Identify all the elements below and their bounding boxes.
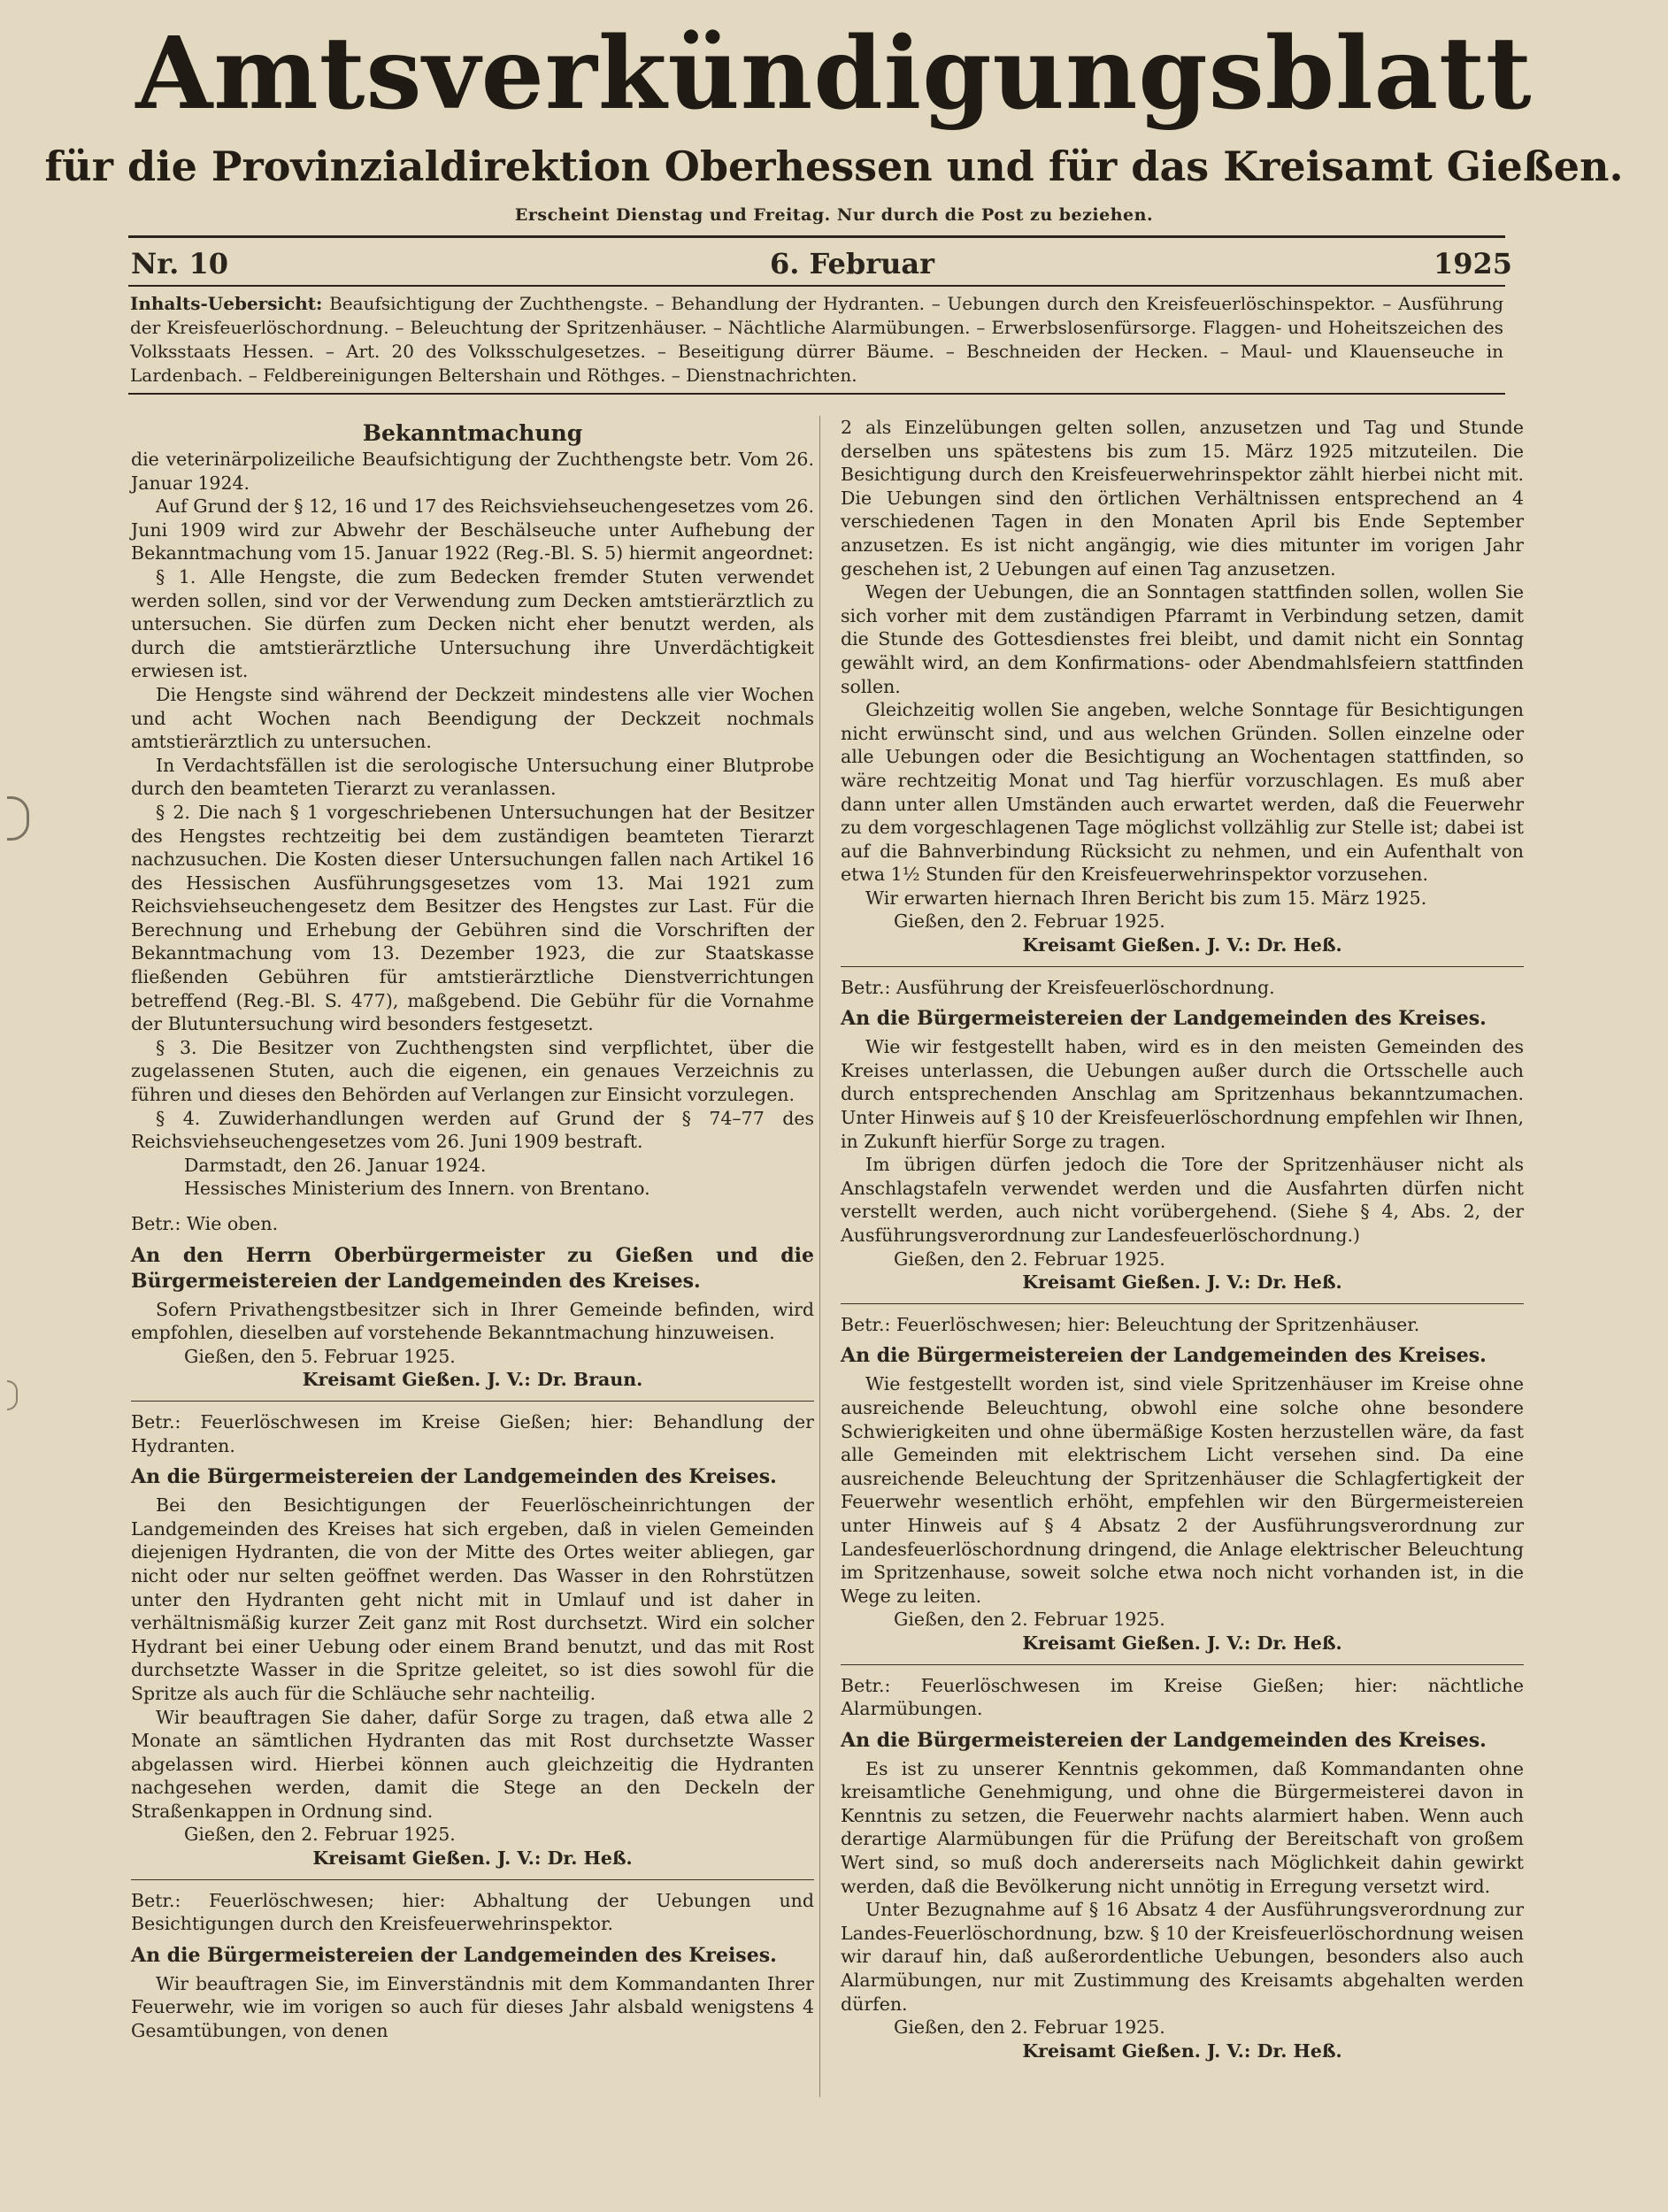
masthead-title: Amtsverkündigungsblatt [135,16,1533,132]
binding-clip [7,796,29,841]
dateline: Gießen, den 2. Februar 1925. [894,2016,1165,2039]
binding-hole [7,1380,18,1410]
toc-label: Inhalts-Uebersicht: [130,293,323,314]
paragraph: Wir beauftragen Sie, im Einverständnis mit dem Kommandanten Ihrer Feuerwehr, wie im vorigen so auch für dieses Jahr alsbald wenigstens 4 Gesamtübungen, von denen [131,1972,814,2042]
addressee: An die Bürgermeistereien der Landgemeinden des Kreises. [841,1007,1487,1031]
paragraph: Bei den Besichtigungen der Feuerlöscheinrichtungen der Landgemeinden des Kreises hat sich ergeben, daß in vielen Gemeinden diejenigen Hydranten, die von der Mitte des Ortes weiter abliegen, gar nicht oder nur selten geöffnet werden. Das Wasser in den Rohrstützen unter den Hydranten geht nicht mit in Umlauf und ist daher in verhältnismäßig kurzer Zeit ganz mit Rost durchsetzt. Wird ein solcher Hydrant bei einer Uebung oder einem Brand benutzt, und das mit Rost durchsetzte Wasser in die Spritze geleitet, so ist dies sowohl für die Spritze als auch für die Schläuche sehr nachteilig. [131,1494,814,1704]
column-divider [819,416,820,2097]
paragraph: Wie festgestellt worden ist, sind viele Spritzenhäuser im Kreise ohne ausreichende Beleuchtung, obwohl eine solche ohne besondere Schwierigkeiten und ohne übermäßige Kosten herzustellen wäre, da fast alle Gemeinden mit elektrischem Licht versehen sind. Da eine ausreichende Beleuchtung der Spritzenhäuser die Schlagfertigkeit der Feuerwehr wesentlich erhöht, empfehlen wir den Bürgermeistereien unter Hinweis auf § 4 Absatz 2 der Ausführungsverordnung zur Landesfeuerlöschordnung dringend, die Anlage elektrischer Beleuchtung im Spritzenhause, soweit solche etwa noch nicht vorhanden ist, in die Wege zu leiten. [841,1373,1524,1607]
signature: Kreisamt Gießen. J. V.: Dr. Heß. [1022,1271,1342,1294]
dateline: Gießen, den 2. Februar 1925. [894,1609,1165,1631]
toc-text: Beaufsichtigung der Zuchthengste. – Behandlung der Hydranten. – Uebungen durch den Kreisfeuerlöschinspektor. – Ausführung der Kreisfeuerlöschordnung. – Beleuchtung der Spritzenhäuser. – Nächtliche Alarmübungen. – Erwerbslosenfürsorge. Flaggen- und Hoheitszeichen des Volksstaats Hessen. – Art. 20 des Volksschulgesetzes. – Beseitigung dürrer Bäume. – Beschneiden der Hecken. – Maul- und Klauenseuche in Lardenbach. – Feldbereinigungen Beltershain und Röthges. – Dienstnachrichten. [130,293,1504,386]
paragraph: § 2. Die nach § 1 vorgeschriebenen Untersuchungen hat der Besitzer des Hengstes rechtzeitig bei dem zuständigen beamteten Tierarzt nachzusuchen. Die Kosten dieser Untersuchungen fallen nach Artikel 16 des Hessischen Ausführungsgesetzes vom 13. Mai 1921 zum Reichsviehseuchengesetz dem Besitzer des Hengstes zur Last. Für die Berechnung und Erhebung der Gebühren sind die Vorschriften der Bekanntmachung vom 13. Dezember 1923, die zur Staatskasse fließenden Gebühren für amtstierärztliche Dienstverrichtungen betreffend (Reg.-Bl. S. 477), maßgebend. Die Gebühr für die Vornahme der Blutuntersuchung wird besonders festgesetzt. [131,801,814,1035]
addressee: An die Bürgermeistereien der Landgemeinden des Kreises. [841,1344,1487,1368]
subject-line: Betr.: Wie oben. [131,1213,279,1234]
subject-line: Betr.: Ausführung der Kreisfeuerlöschordnung. [841,976,1275,998]
paragraph: Unter Bezugnahme auf § 16 Absatz 4 der Ausführungsverordnung zur Landes-Feuerlöschordnung, bzw. § 10 der Kreisfeuerlöschordnung weisen wir darauf hin, daß außerordentliche Uebungen, besonders also auch Alarmübungen, nur mit Zustimmung des Kreisamts abgehalten werden dürfen. [841,1899,1524,2015]
paragraph: § 3. Die Besitzer von Zuchthengsten sind verpflichtet, über die zugelassenen Stuten, auch die eigenen, ein genaues Verzeichnis zu führen und dieses den Behörden auf Verlangen zur Einsicht vorzulegen. [131,1036,814,1106]
dateline: Gießen, den 2. Februar 1925. [894,910,1165,933]
paragraph: Es ist zu unserer Kenntnis gekommen, daß Kommandanten ohne kreisamtliche Genehmigung, und ohne die Bürgermeisterei davon in Kenntnis zu setzen, die Feuerwehr nachts alarmiert haben. Wenn auch derartige Alarmübungen für die Prüfung der Bereitschaft von großem Wert sind, so muß doch andererseits nach Möglichkeit dahin gewirkt werden, daß die Bevölkerung nicht unnötig in Erregung versetzt wird. [841,1757,1524,1897]
section-rule [841,1664,1524,1665]
signature: Kreisamt Gießen. J. V.: Dr. Heß. [1022,2039,1342,2062]
right-column [841,416,1524,2062]
addressee: An den Herrn Oberbürgermeister zu Gießen und die Bürgermeistereien der Landgemeinden des Kreises. [131,1243,814,1293]
dateline: Gießen, den 5. Februar 1925. [184,1345,456,1367]
paragraph: 2 als Einzelübungen gelten sollen, anzusetzen und Tag und Stunde derselben uns spätestens bis zum 15. März 1925 mitzuteilen. Die Besichtigung durch den Kreisfeuerwehrinspektor zählt hierbei nicht mit. Die Uebungen sind den örtlichen Verhältnissen entsprechend an 4 verschiedenen Tagen in den Monaten April bis Ende September anzusetzen. Es ist nicht angängig, wie dies mitunter im vorigen Jahr geschehen ist, 2 Uebungen auf einen Tag anzusetzen. [841,417,1524,580]
subject-line: Betr.: Feuerlöschwesen; hier: Beleuchtung der Spritzenhäuser. [841,1313,1420,1335]
paragraph: Wir erwarten hiernach Ihren Bericht bis zum 15. März 1925. [865,887,1427,909]
addressee: An die Bürgermeistereien der Landgemeinden des Kreises. [131,1465,777,1489]
paragraph: Wir beauftragen Sie daher, dafür Sorge zu tragen, daß etwa alle 2 Monate an sämtlichen Hydranten das mit Rost durchsetzte Wasser abgelassen wird. Hierbei können auch gleichzeitig die Hydranten nachgesehen werden, damit die Stege an den Deckeln der Straßenkappen in Ordnung sind. [131,1706,814,1822]
subject-line: Betr.: Feuerlöschwesen; hier: Abhaltung der Uebungen und Besichtigungen durch den Kreisfeuerwehrinspektor. [131,1889,814,1935]
signature: Kreisamt Gießen. J. V.: Dr. Braun. [302,1369,643,1391]
signature: Kreisamt Gießen. J. V.: Dr. Heß. [1022,1632,1342,1654]
signature: Kreisamt Gießen. J. V.: Dr. Heß. [1022,934,1342,956]
table-of-contents [130,292,1503,388]
section-rule [841,966,1524,967]
paragraph: § 4. Zuwiderhandlungen werden auf Grund der § 74–77 des Reichsviehseuchengesetzes vom 26. Juni 1909 bestraft. [131,1107,814,1153]
dateline: Gießen, den 2. Februar 1925. [894,1248,1165,1270]
announcement-heading: Bekanntmachung [362,420,583,446]
paragraph: Im übrigen dürfen jedoch die Tore der Spritzenhäuser nicht als Anschlagstafeln verwendet werden und die Ausfahrten dürfen nicht verstellt werden, auch nicht vorübergehend. (Siehe § 4, Abs. 2, der Ausführungsverordnung zur Landesfeuerlöschordnung.) [841,1154,1524,1246]
dateline: Gießen, den 2. Februar 1925. [184,1824,456,1846]
left-column [131,416,814,2043]
section-rule [131,1401,814,1402]
issue-date: 6. Februar [770,247,934,280]
subject-line: Betr.: Feuerlöschwesen im Kreise Gießen; hier: nächtliche Alarmübungen. [841,1674,1524,1720]
paragraph: Wie wir festgestellt haben, wird es in den meisten Gemeinden des Kreises unterlassen, die Uebungen außer durch die Ortsschelle auch durch entsprechenden Anschlag am Spritzenhaus bekanntzumachen. Unter Hinweis auf § 10 der Kreisfeuerlöschordnung empfehlen wir Ihnen, in Zukunft hierfür Sorge zu tragen. [841,1036,1524,1152]
paragraph: Wegen der Uebungen, die an Sonntagen stattfinden sollen, wollen Sie sich vorher mit dem zuständigen Pfarramt in Verbindung setzen, damit die Stunde des Gottesdienstes frei bleibt, und damit nicht ein Sonntag gewählt wird, an dem Konfirmations- oder Abendmahlsfeiern stattfinden sollen. [841,581,1524,697]
paragraph: Die Hengste sind während der Deckzeit mindestens alle vier Wochen und acht Wochen nach Beendigung der Deckzeit nochmals amtstierärztlich zu untersuchen. [131,683,814,753]
issue-rule [128,285,1505,287]
signature: Kreisamt Gießen. J. V.: Dr. Heß. [312,1847,633,1870]
section-rule [841,1303,1524,1304]
addressee: An die Bürgermeistereien der Landgemeinden des Kreises. [131,1943,777,1967]
issue-year: 1925 [1434,247,1513,280]
dateline: Darmstadt, den 26. Januar 1924. [184,1154,487,1176]
subject-line: Betr.: Feuerlöschwesen im Kreise Gießen; hier: Behandlung der Hydranten. [131,1410,814,1456]
paragraph: § 1. Alle Hengste, die zum Bedecken fremder Stuten verwendet werden sollen, sind vor der Verwendung zum Decken amtstierärztlich zu untersuchen. Sie dürfen zum Decken nicht eher benutzt werden, als durch die amtstierärztliche Untersuchung ihre Unverdächtigkeit erwiesen ist. [131,565,814,682]
spacer [131,1206,814,1207]
signature: Hessisches Ministerium des Innern. von Brentano. [184,1178,650,1200]
addressee: An die Bürgermeistereien der Landgemeinden des Kreises. [841,1728,1487,1752]
paragraph: In Verdachtsfällen ist die serologische Untersuchung einer Blutprobe durch den beamteten Tierarzt zu veranlassen. [131,754,814,800]
publication-note: Erscheint Dienstag und Freitag. Nur durch die Post zu beziehen. [514,205,1154,225]
section-rule [131,1879,814,1880]
toc-rule [128,393,1505,395]
paragraph: Gleichzeitig wollen Sie angeben, welche Sonntage für Besichtigungen nicht erwünscht sind, und aus welchen Gründen. Sollen einzelne oder alle Uebungen oder die Besichtigung an Wochentagen stattfinden, so wäre rechtzeitig Monat und Tag hierfür vorzuschlagen. Es muß aber dann unter allen Umständen auch erwartet werden, daß die Feuerwehr zu dem vorgeschlagenen Tage möglichst vollzählig zur Stelle ist; dabei ist auf die Bahnverbindung Rücksicht zu nehmen, und ein Aufenthalt von etwa 1½ Stunden für den Kreisfeuerwehrinspektor vorzusehen. [841,699,1524,886]
announcement-intro: die veterinärpolizeiliche Beaufsichtigung der Zuchthengste betr. Vom 26. Januar 1924. [131,449,814,494]
masthead-rule [128,235,1505,238]
issue-number: Nr. 10 [131,247,228,280]
paragraph: Auf Grund der § 12, 16 und 17 des Reichsviehseuchengesetzes vom 26. Juni 1909 wird zur Abwehr der Beschälseuche unter Aufhebung der Bekanntmachung vom 15. Januar 1922 (Reg.-Bl. S. 5) hiermit angeordnet: [131,495,814,565]
paragraph: Sofern Privathengstbesitzer sich in Ihrer Gemeinde befinden, wird empfohlen, dieselben auf vorstehende Bekanntmachung hinzuweisen. [131,1298,814,1344]
masthead-subtitle: für die Provinzialdirektion Oberhessen und für das Kreisamt Gießen. [44,142,1624,190]
